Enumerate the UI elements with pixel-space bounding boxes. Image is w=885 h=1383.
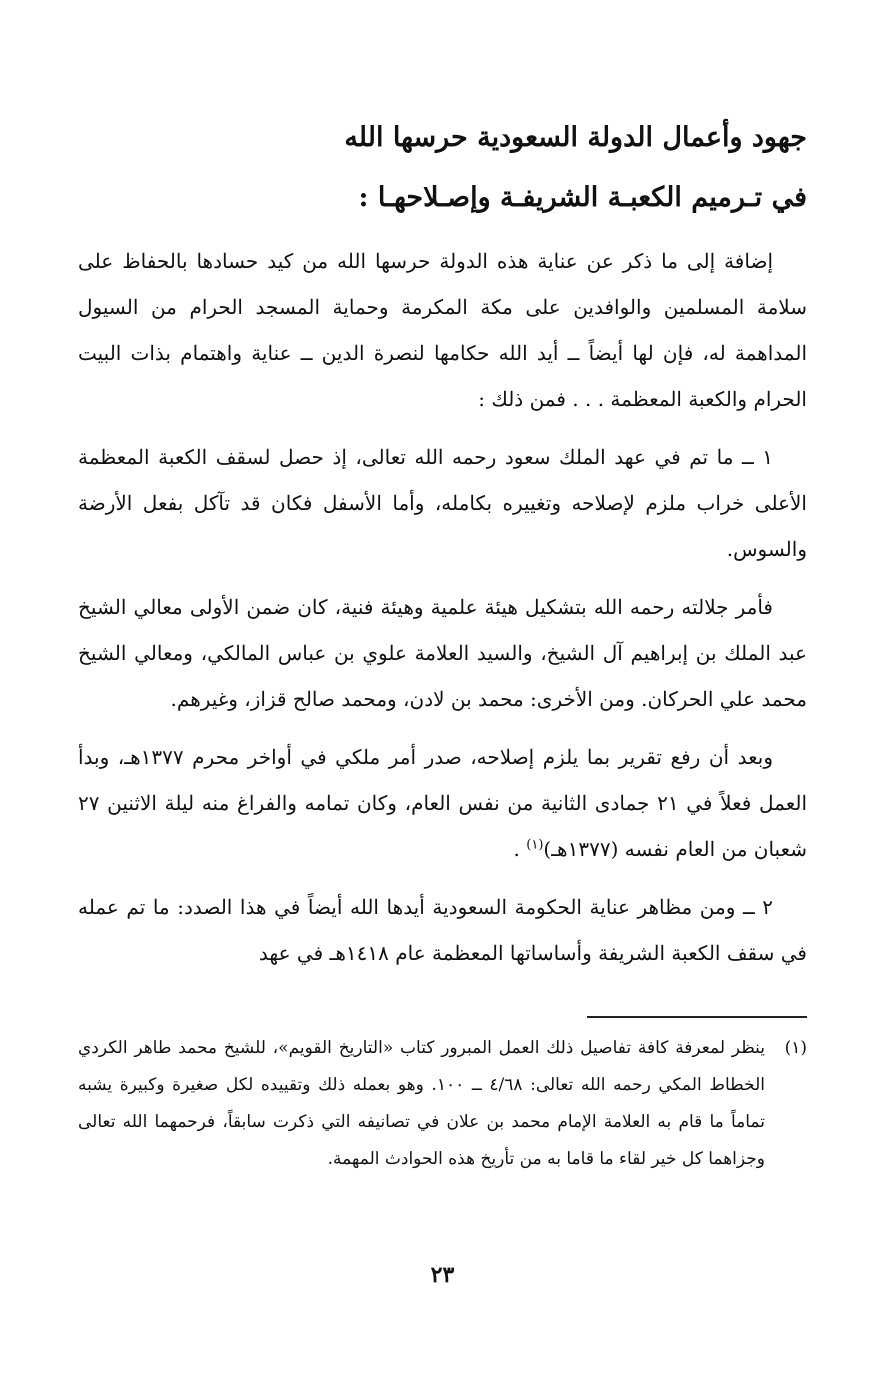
page-number: ٢٣ [430, 1262, 455, 1288]
section-heading-line-2: في تـرميم الكعبـة الشريفـة وإصـلاحهـا : [358, 182, 807, 213]
paragraph-committee: فأمر جلالته رحمه الله بتشكيل هيئة علمية وهيئة فنية، كان ضمن الأولى معالي الشيخ عبد الملك بن إبراهيم آل الشيخ، والسيد العلامة علوي بن عباس المالكي، ومعالي الشيخ محمد علي الحركان. ومن الأخرى: محمد بن لادن، ومحمد صالح قزاز، وغيرهم. [78, 595, 807, 711]
paragraph-item-2: ٢ ــ ومن مظاهر عناية الحكومة السعودية أيدها الله أيضاً في هذا الصدد: ما تم عمله في سقف الكعبة الشريفة وأساساتها المعظمة عام ١٤١٨هـ في عهد [78, 895, 807, 965]
footnote-text: ينظر لمعرفة كافة تفاصيل ذلك العمل المبرور كتاب «التاريخ القويم»، للشيخ محمد طاهر الكردي الخطاط المكي رحمه الله تعالى: ٤/٦٨ ــ ١٠٠. وهو بعمله ذلك وتقييده لكل صغيرة وكبيرة يشبه تماماً ما قام به العلامة الإمام محمد بن علان في تصانيفه التي ذكرت سابقاً، فرحمهما الله تعالى وجزاهما كل خير لقاء ما قاما به من تأريخ هذه الحوادث المهمة. [78, 1038, 765, 1169]
paragraph-royal-order-text: وبعد أن رفع تقرير بما يلزم إصلاحه، صدر أمر ملكي في أواخر محرم ١٣٧٧هـ، وبدأ العمل فعلاً في ٢١ جمادى الثانية من نفس العام، وكان تمامه والفراغ منه ليلة الاثنين ٢٧ شعبان من العام نفسه (١٣٧٧هـ) [78, 745, 807, 861]
paragraph-royal-order [78, 734, 807, 872]
section-heading-line-1: جهود وأعمال الدولة السعودية حرسها الله [344, 122, 807, 153]
paragraph-intro: إضافة إلى ما ذكر عن عناية هذه الدولة حرسها الله من كيد حسادها بالحفاظ على سلامة المسلمين والوافدين على مكة المكرمة وحماية المسجد الحرام من السيول المداهمة له، فإن لها أيضاً ــ أيد الله حكامها لنصرة الدين ــ عناية واهتمام بذات البيت الحرام والكعبة المعظمة . . . فمن ذلك : [78, 249, 807, 411]
footnote-divider [587, 1016, 807, 1018]
footnote-reference[interactable]: (١) [526, 837, 544, 853]
footnote [78, 1030, 807, 1178]
main-text [78, 238, 807, 988]
footnote-number: (١) [784, 1038, 807, 1058]
paragraph-royal-order-end: . [513, 837, 527, 861]
paragraph-item-1: ١ ــ ما تم في عهد الملك سعود رحمه الله تعالى، إذ حصل لسقف الكعبة المعظمة الأعلى خراب ملزم لإصلاحه وتغييره بكامله، وأما الأسفل فكان قد تآكل بفعل الأرضة والسوس. [78, 445, 807, 561]
